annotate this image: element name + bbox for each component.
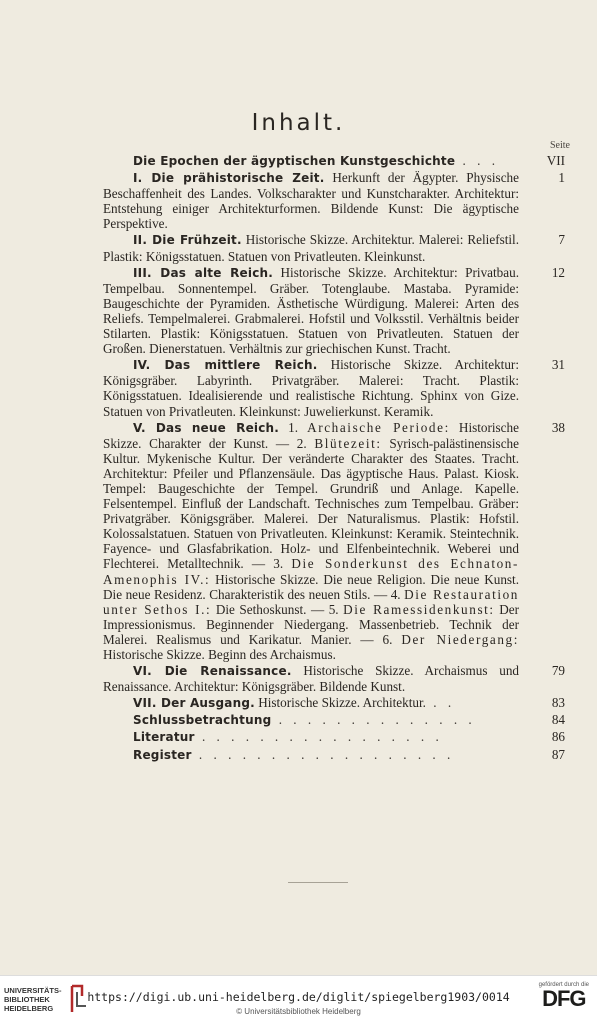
table-of-contents bbox=[103, 153, 565, 764]
toc-page-number: 86 bbox=[551, 729, 565, 745]
toc-entry-heading: VI. Die Renaissance. bbox=[133, 664, 292, 679]
toc-entry-epochen[interactable] bbox=[103, 153, 565, 169]
copyright-notice: © Universitätsbibliothek Heidelberg bbox=[236, 1007, 361, 1016]
toc-entry-praehistorische-zeit[interactable] bbox=[103, 170, 565, 231]
page-column-label: Seite bbox=[550, 140, 570, 151]
toc-leader-dots: . . . . . . . . . . . . . . . . . bbox=[194, 729, 443, 745]
toc-page-number: 79 bbox=[551, 663, 565, 679]
toc-entry-heading: III. Das alte Reich. bbox=[133, 265, 274, 280]
toc-page-number: 12 bbox=[551, 264, 565, 280]
period-heading-archaische-periode: Archaische Periode: bbox=[307, 419, 450, 435]
toc-entry-heading: II. Die Frühzeit. bbox=[133, 233, 242, 248]
toc-entry-ausgang[interactable] bbox=[103, 695, 565, 711]
toc-entry-heading: V. Das neue Reich. bbox=[133, 420, 280, 435]
period-heading-echnaton: Die Sonderkunst des Echnaton-Amenophis IV.: bbox=[103, 556, 519, 587]
toc-entry-renaissance[interactable] bbox=[103, 663, 565, 694]
toc-entry-register[interactable] bbox=[103, 747, 565, 763]
viewer-footer bbox=[0, 975, 597, 1022]
toc-entry-heading: VII. Der Ausgang. bbox=[133, 696, 255, 711]
toc-leader-dots: . . . . . . . . . . . . . . bbox=[271, 712, 476, 728]
toc-entry-description: Herkunft der Ägypter. Physische Beschaffenheit des Landes. Volkscharakter und Kunstcharakter. Architektur: Entstehung einiger Architekturformen. Bildende Kunst: Die ägyptische Perspektive. bbox=[103, 170, 519, 232]
toc-entry-heading: Schlussbetrachtung bbox=[133, 713, 272, 728]
toc-entry-mittleres-reich[interactable] bbox=[103, 357, 565, 418]
toc-entry-description: Historische Skizze. Archaismus und Renaissance. Architektur: Königsgräber. Bildende Kunst. bbox=[103, 663, 520, 695]
toc-entry-description: Historische Skizze. Charakter der Kunst. — 2. bbox=[103, 419, 519, 451]
toc-entry-heading: Register bbox=[133, 747, 192, 762]
page-title: Inhalt. bbox=[251, 110, 346, 136]
toc-page-number: 83 bbox=[551, 695, 565, 711]
permalink-url[interactable]: https://digi.ub.uni-heidelberg.de/diglit/spiegelberg1903/0014 bbox=[87, 990, 510, 1004]
toc-entry-altes-reich[interactable] bbox=[103, 265, 565, 357]
closing-rule-divider bbox=[288, 882, 348, 883]
toc-entry-heading: Die Epochen der ägyptischen Kunstgeschichte bbox=[133, 154, 456, 168]
toc-page-number: 87 bbox=[551, 746, 565, 762]
period-heading-ramessidenkunst: Die Ramessidenkunst: bbox=[343, 601, 495, 617]
toc-entry-description: Die Sethoskunst. — 5. bbox=[215, 601, 339, 617]
period-heading-restauration: Die Restauration unter Sethos I.: bbox=[103, 586, 520, 617]
toc-entry-description: Historische Skizze. Die neue Religion. Die neue Kunst. Die neue Residenz. Charakteristik des neuen Stils. — 4. bbox=[103, 571, 520, 602]
period-heading-niedergang: Der Niedergang: bbox=[401, 631, 519, 647]
dfg-logo[interactable] bbox=[539, 982, 589, 1010]
funder-logo: DFG bbox=[542, 986, 586, 1011]
toc-leader-dots: . . bbox=[425, 695, 456, 711]
toc-entry-description: Der Impressionismus. Beginnender Niedergang. Massenbetrieb. Technik der Malerei. Realismus und Karikatur. Manier. — 6. bbox=[103, 601, 520, 647]
toc-entry-description: Historische Skizze. Beginn des Archaismus. bbox=[103, 647, 336, 662]
toc-entry-description: Syrisch-palästinensische Kultur. Mykenische Kultur. Der veränderte Charakter des Staates. Tracht. Architektur: Pfeiler und Pflanzensäule. Das ägyptische Haus. Palast. Kiosk. Tempel: Baugeschichte der Tempel. Grundriß und Anlage. Kapelle. Felsentempel. Einfluß der Landschaft. Technisches zum Tempelbau. Gräber: Privatgräber. Königsgräber. Malerei. Der Naturalismus. Plastik: Hofstil. Kolossalstatuen. Statuen von Privatleuten. Kleinkunst: Keramik. Steintechnik. Fayence- und Glasfabrikation. Holz- und Elfenbeintechnik. Weberei und Flechterei. Metalltechnik. — 3. bbox=[103, 435, 519, 572]
toc-entry-description: Historische Skizze. Architektur. Malerei: Reliefstil. Plastik: Königsstatuen. Statuen von Privatleuten. Kleinkunst. bbox=[103, 232, 520, 264]
toc-entry-fruehzeit[interactable] bbox=[103, 232, 565, 263]
toc-entry-schlussbetrachtung[interactable] bbox=[103, 712, 565, 728]
toc-page-number: 7 bbox=[558, 232, 565, 248]
toc-entry-heading: I. Die prähistorische Zeit. bbox=[133, 171, 325, 186]
toc-page-number: 31 bbox=[551, 357, 565, 373]
toc-leader-dots: . . . bbox=[455, 153, 499, 168]
period-heading-bluetezeit: Blütezeit: bbox=[314, 435, 382, 451]
toc-leader-dots: . . . . . . . . . . . . . . . . . . bbox=[191, 746, 455, 762]
toc-page-number: 84 bbox=[551, 712, 565, 728]
funder-note: gefördert durch die bbox=[538, 982, 589, 988]
toc-entry-description: Historische Skizze. Architektur: Privatbau. Tempelbau. Sonnentempel. Gräber. Totenglaube. Mastaba. Pyramide: Baugeschichte der Pyramiden. Ästhetische Würdigung. Malerei: Arten des Reliefs. Tempelmalerei. Grabmalerei. Hofstil und Volksstil. Verhältnis beider Stilarten. Plastik: Königsstatuen. Statuen von Privatleuten. Statuen der Großen. Dienerstatuen. Verhältnis zur griechischen Kunst. Tracht. bbox=[103, 264, 520, 357]
toc-entry-neues-reich[interactable] bbox=[103, 420, 565, 663]
toc-entry-description: 1. bbox=[288, 419, 299, 435]
toc-page-number: 38 bbox=[551, 419, 565, 435]
toc-entry-heading: IV. Das mittlere Reich. bbox=[133, 358, 318, 373]
toc-entry-description: Historische Skizze. Architektur. bbox=[258, 695, 426, 711]
toc-page-number: 1 bbox=[558, 170, 565, 186]
toc-entry-heading: Literatur bbox=[133, 730, 195, 745]
toc-page-number: VII bbox=[546, 153, 565, 168]
library-logo-text: UNIVERSITÄTS- BIBLIOTHEK HEIDELBERG bbox=[4, 985, 62, 1013]
toc-entry-description: Historische Skizze. Architektur: Königsgräber. Labyrinth. Privatgräber. Malerei: Tracht. Plastik: Königsstatuen. Idealisierende und realistische Richtung. Sphinx von Gize. Statuen von Privatleuten. Kleinkunst: Juwelierkunst. Keramik. bbox=[103, 357, 519, 419]
toc-entry-literatur[interactable] bbox=[103, 729, 565, 745]
